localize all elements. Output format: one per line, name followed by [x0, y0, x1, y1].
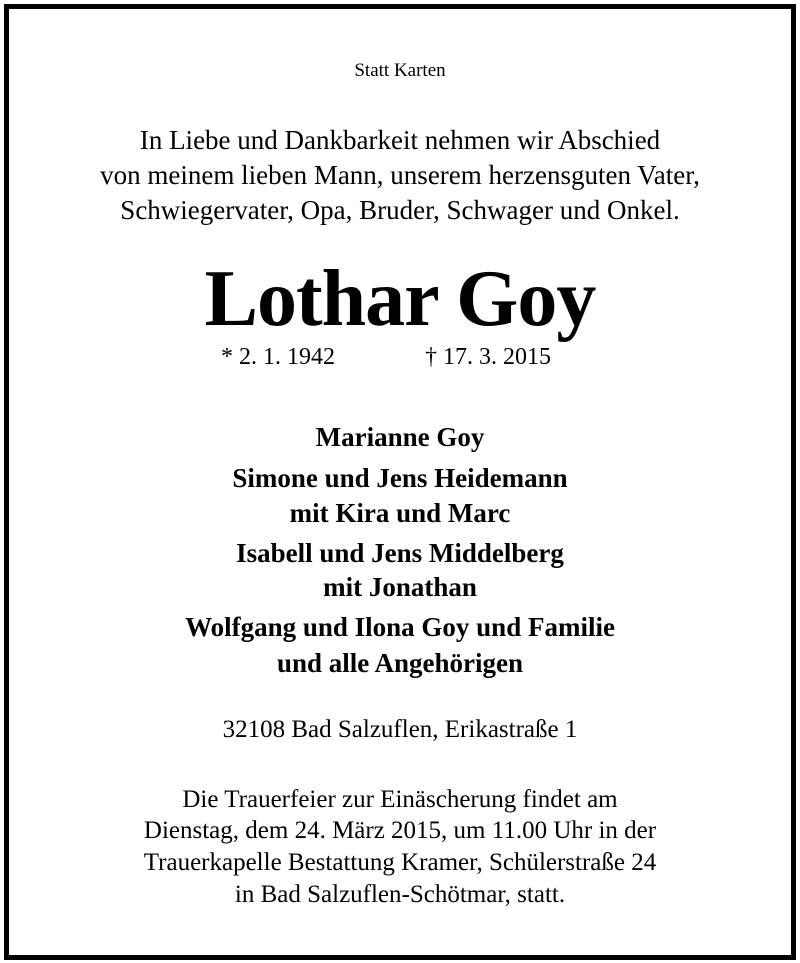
death-date: † 17. 3. 2015	[425, 344, 551, 370]
mourner-line-1: Marianne Goy	[315, 422, 485, 452]
deceased-name: Lothar Goy	[204, 255, 596, 343]
ceremony-line-3: Trauerkapelle Bestattung Kramer, Schülerstraße 24	[143, 849, 657, 876]
header-text: Statt Karten	[354, 60, 446, 81]
mourner-line-7: und alle Angehörigen	[276, 648, 524, 678]
mourner-line-6: Wolfgang und Ilona Goy und Familie	[185, 612, 615, 642]
intro-line-3: Schwiegervater, Opa, Bruder, Schwager und Onkel.	[120, 195, 680, 225]
birth-date: * 2. 1. 1942	[221, 344, 335, 370]
mourner-line-5: mit Jonathan	[323, 572, 477, 602]
ceremony-line-4: in Bad Salzuflen-Schötmar, statt.	[234, 881, 566, 908]
mourner-line-4: Isabell und Jens Middelberg	[236, 538, 564, 568]
address: 32108 Bad Salzuflen, Erikastraße 1	[222, 716, 578, 743]
mourner-line-3: mit Kira und Marc	[289, 498, 511, 528]
mourner-line-2: Simone und Jens Heidemann	[232, 463, 568, 493]
intro-line-1: In Liebe und Dankbarkeit nehmen wir Abschied	[139, 125, 661, 155]
ceremony-line-1: Die Trauerfeier zur Einäscherung findet am	[182, 786, 618, 813]
ceremony-line-2: Dienstag, dem 24. März 2015, um 11.00 Uhr in der	[143, 817, 657, 844]
intro-line-2: von meinem lieben Mann, unserem herzensguten Vater,	[100, 160, 700, 190]
